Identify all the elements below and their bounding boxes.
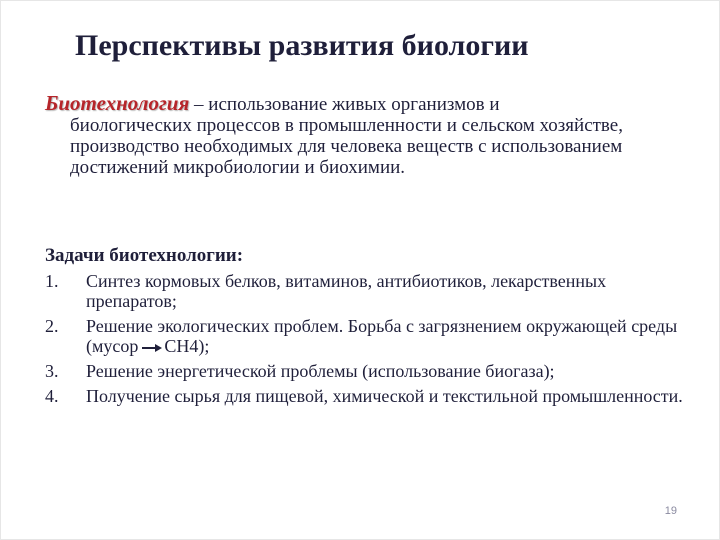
list-item-number: 4. <box>45 386 59 406</box>
list-item <box>45 316 685 356</box>
list-item-number: 2. <box>45 316 59 336</box>
list-item <box>45 361 685 381</box>
tasks-list <box>45 271 685 411</box>
list-item-text-before-arrow: Решение экологических проблем. Борьба с загрязнением окружающей среды (мусор <box>86 316 678 356</box>
definition-first-line-text: – использование живых организмов и <box>189 94 500 115</box>
list-item-text-after-arrow: CH4); <box>164 336 210 356</box>
slide-title: Перспективы развития биологии <box>75 29 529 62</box>
list-item <box>45 386 685 406</box>
definition-text: биологических процессов в промышленности и сельском хозяйстве, производство необходимых для человека веществ с использованием достижений микробиологии и биохимии. <box>70 115 623 178</box>
list-item <box>45 271 685 311</box>
list-item-number: 1. <box>45 271 59 291</box>
definition-first-line <box>45 93 675 115</box>
definition-term: Биотехнология <box>45 91 190 115</box>
tasks-heading: Задачи биотехнологии: <box>45 245 244 266</box>
right-arrow-icon <box>142 343 162 353</box>
list-item-number: 3. <box>45 361 59 381</box>
definition-block <box>45 93 675 178</box>
list-item-text: Синтез кормовых белков, витаминов, антибиотиков, лекарственных препаратов; <box>86 271 607 311</box>
list-item-text: Получение сырья для пищевой, химической и текстильной промышленности. <box>86 386 683 406</box>
list-item-text: Решение энергетической проблемы (использование биогаза); <box>86 361 555 381</box>
page-number: 19 <box>664 505 677 517</box>
